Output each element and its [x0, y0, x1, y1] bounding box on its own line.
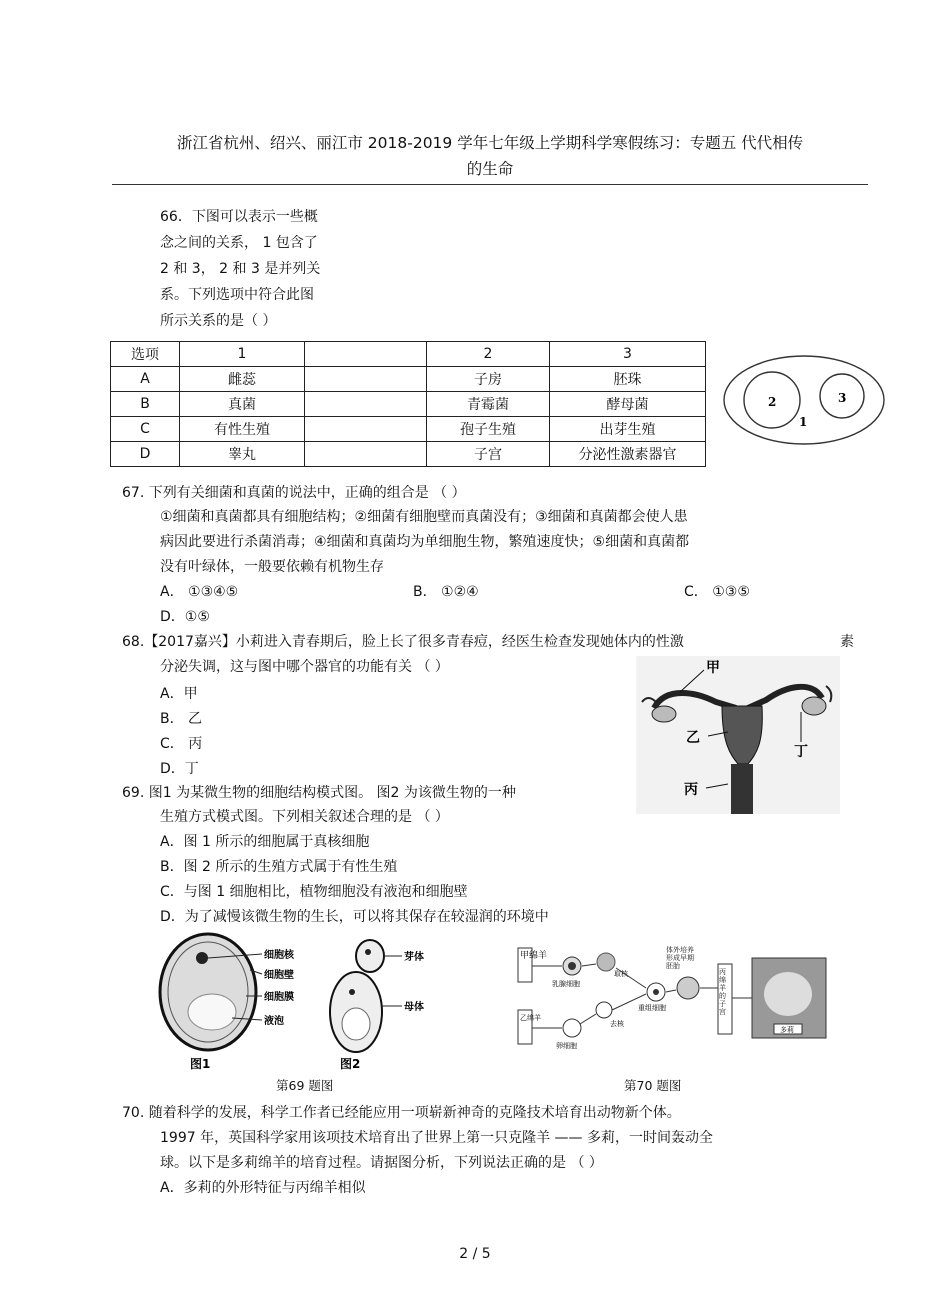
table-cell: 胚珠 [550, 367, 706, 392]
yeast-cell-figure [150, 930, 450, 1070]
table-cell: C [111, 417, 180, 442]
q66-options-table [110, 341, 706, 467]
q69-option-d: D．为了减慢该微生物的生长，可以将其保存在较湿润的环境中 [160, 909, 549, 925]
q66-line-2: 念之间的关系， 1 包含了 [160, 235, 318, 251]
q66-line-1: 66．下图可以表示一些概 [160, 209, 318, 225]
q66-line-4: 系。下列选项中符合此图 [160, 287, 314, 303]
table-cell: 分泌性激素器官 [550, 442, 706, 467]
q70-line-1: 70. 随着科学的发展，科学工作者已经能应用一项崭新神奇的克隆技术培育出动物新个体。 [122, 1105, 681, 1121]
table-cell: 子房 [427, 367, 550, 392]
table-cell: 睾丸 [180, 442, 305, 467]
q70-line-2: 1997 年，英国科学家用该项技术培育出了世界上第一只克隆羊 —— 多莉，一时间轰动全 [160, 1130, 713, 1146]
q68-line-1-end: 素 [840, 634, 854, 650]
q67-option-d: D．①⑤ [160, 609, 210, 625]
label-nucleus: 细胞核 [264, 950, 294, 961]
table-cell [305, 442, 427, 467]
q68-option-a: A．甲 [160, 686, 198, 702]
q67-option-a: A． ①③④⑤ [160, 584, 239, 600]
table-cell: B [111, 392, 180, 417]
label-sheep-c-uterus: 丙绵羊的子宫 [719, 968, 726, 1016]
table-row [111, 367, 706, 392]
venn-label-2: 2 [768, 395, 777, 409]
q67-option-c: C． ①③⑤ [684, 584, 750, 600]
label-recombined-cell: 重组细胞 [638, 1004, 666, 1012]
q70-figure-caption: 第70 题图 [624, 1078, 682, 1093]
q67-option-b: B． ①②④ [413, 584, 479, 600]
q69-option-c: C．与图 1 细胞相比，植物细胞没有液泡和细胞壁 [160, 884, 468, 900]
table-cell [305, 392, 427, 417]
label-vacuole: 液泡 [264, 1016, 284, 1027]
q69-figure-caption: 第69 题图 [276, 1078, 334, 1093]
table-cell [305, 417, 427, 442]
label-sheep-b: 乙绵羊 [520, 1014, 541, 1022]
label-mother: 母体 [404, 1002, 424, 1013]
label-culture: 体外培养形成早期胚胎 [666, 946, 694, 970]
table-cell: A [111, 367, 180, 392]
label-mammary-cell: 乳腺细胞 [552, 980, 580, 988]
q69-line-2: 生殖方式模式图。下列相关叙述合理的是 （ ） [160, 809, 449, 825]
table-cell: 孢子生殖 [427, 417, 550, 442]
title-line-1: 浙江省杭州、绍兴、丽江市 2018-2019 学年七年级上学期科学寒假练习：专题五 代代相传 [176, 134, 804, 152]
dolly-cloning-figure [516, 944, 830, 1054]
table-cell: D [111, 442, 180, 467]
q68-option-c: C． 丙 [160, 736, 203, 752]
fig1-caption: 图1 [190, 1057, 211, 1070]
fig2-caption: 图2 [340, 1057, 361, 1070]
q66-venn-diagram [720, 350, 888, 450]
table-header-cell: 选项 [111, 342, 180, 367]
label-yi: 乙 [686, 730, 700, 746]
label-ding: 丁 [794, 744, 808, 760]
q68-option-d: D．丁 [160, 761, 199, 777]
table-row [111, 392, 706, 417]
label-remove-nucleus: 去核 [610, 1020, 624, 1028]
table-cell: 雌蕊 [180, 367, 305, 392]
q67-statement-line: ①细菌和真菌都具有细胞结构；②细菌有细胞壁而真菌没有；③细菌和真菌都会使人患 [160, 509, 688, 525]
q68-line-1: 68.【2017嘉兴】小莉进入青春期后，脸上长了很多青春痘，经医生检查发现她体内的性激 [122, 634, 684, 650]
female-reproductive-system-figure [636, 656, 840, 814]
label-jia: 甲 [706, 660, 720, 676]
label-egg: 卵细胞 [556, 1042, 577, 1050]
table-cell [305, 367, 427, 392]
label-dolly: 多莉 [780, 1026, 794, 1034]
venn-label-3: 3 [838, 391, 847, 405]
table-cell: 出芽生殖 [550, 417, 706, 442]
q69-option-a: A．图 1 所示的细胞属于真核细胞 [160, 834, 370, 850]
table-header-cell [305, 342, 427, 367]
label-cell-wall: 细胞壁 [264, 970, 294, 981]
title-line-2: 的生命 [466, 160, 514, 178]
q68-option-b: B． 乙 [160, 711, 203, 727]
table-cell: 青霉菌 [427, 392, 550, 417]
q69-line-1: 69. 图1 为某微生物的细胞结构模式图。 图2 为该微生物的一种 [122, 785, 516, 801]
table-cell: 酵母菌 [550, 392, 706, 417]
table-cell: 真菌 [180, 392, 305, 417]
venn-label-1: 1 [799, 415, 808, 429]
table-cell: 子宫 [427, 442, 550, 467]
table-row [111, 442, 706, 467]
label-bud: 芽体 [404, 952, 424, 963]
q70-line-3: 球。以下是多莉绵羊的培育过程。请据图分析，下列说法正确的是 （ ） [160, 1155, 603, 1171]
q66-line-3: 2 和 3， 2 和 3 是并列关 [160, 261, 321, 277]
table-header-cell: 2 [427, 342, 550, 367]
header-divider [112, 184, 868, 185]
table-cell: 有性生殖 [180, 417, 305, 442]
q67-statement-line: 病因此要进行杀菌消毒；④细菌和真菌均为单细胞生物，繁殖速度快；⑤细菌和真菌都 [160, 534, 690, 550]
table-header-row [111, 342, 706, 367]
table-row [111, 417, 706, 442]
label-bing: 丙 [684, 782, 698, 798]
table-header-cell: 1 [180, 342, 305, 367]
table-header-cell: 3 [550, 342, 706, 367]
label-cell-membrane: 细胞膜 [264, 992, 294, 1003]
q69-option-b: B．图 2 所示的生殖方式属于有性生殖 [160, 859, 398, 875]
q70-option-a: A．多莉的外形特征与丙绵羊相似 [160, 1180, 366, 1196]
page-title [110, 130, 870, 182]
q68-line-2: 分泌失调，这与图中哪个器官的功能有关 （ ） [160, 659, 449, 675]
label-sheep-a: 甲绵羊 [520, 951, 548, 961]
page-number: 2 / 5 [459, 1246, 491, 1262]
label-take-nucleus: 取核 [614, 970, 628, 978]
q66-line-5: 所示关系的是（ ） [160, 313, 277, 329]
q67-statement-line: 没有叶绿体，一般要依赖有机物生存 [160, 559, 384, 575]
q67-stem: 67. 下列有关细菌和真菌的说法中，正确的组合是 （ ） [122, 485, 466, 501]
